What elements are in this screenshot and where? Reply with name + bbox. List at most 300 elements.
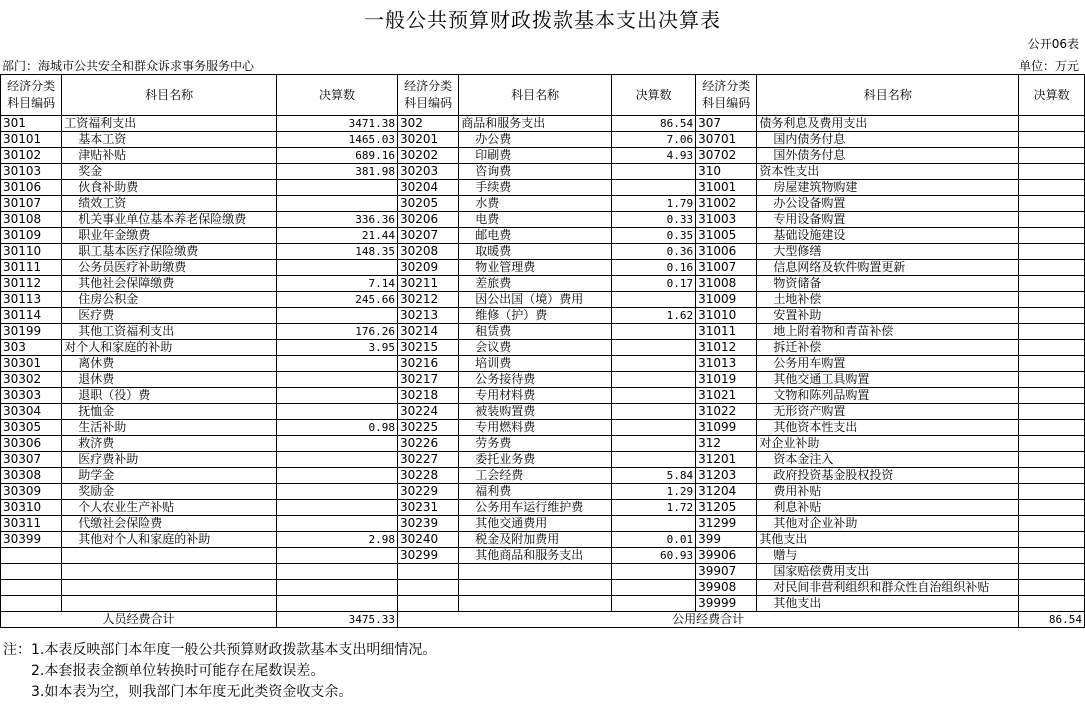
econ-code-cell: 30102 bbox=[1, 148, 62, 164]
amount-cell: 1.29 bbox=[612, 484, 696, 500]
item-name-cell: 伙食补助费 bbox=[62, 180, 277, 196]
econ-code-cell: 30205 bbox=[398, 196, 459, 212]
econ-code-cell: 30112 bbox=[1, 276, 62, 292]
amount-cell bbox=[277, 372, 398, 388]
econ-code-cell: 31011 bbox=[696, 324, 757, 340]
item-name-cell: 对个人和家庭的补助 bbox=[62, 340, 277, 356]
item-name-cell: 国内债务付息 bbox=[757, 132, 1019, 148]
econ-code-cell: 30217 bbox=[398, 372, 459, 388]
amount-cell bbox=[612, 580, 696, 596]
item-name-cell: 代缴社会保险费 bbox=[62, 516, 277, 532]
amount-cell bbox=[1019, 244, 1085, 260]
amount-cell bbox=[1019, 484, 1085, 500]
econ-code-cell: 30215 bbox=[398, 340, 459, 356]
amount-cell: 3.95 bbox=[277, 340, 398, 356]
econ-code-cell: 301 bbox=[1, 116, 62, 132]
table-row bbox=[1, 148, 1085, 164]
amount-cell bbox=[1019, 388, 1085, 404]
item-name-cell: 基础设施建设 bbox=[757, 228, 1019, 244]
item-name-cell: 物业管理费 bbox=[459, 260, 612, 276]
amount-cell bbox=[1019, 596, 1085, 612]
econ-code-cell: 31010 bbox=[696, 308, 757, 324]
item-name-cell: 奖励金 bbox=[62, 484, 277, 500]
amount-cell bbox=[612, 292, 696, 308]
table-row bbox=[1, 388, 1085, 404]
econ-code-cell: 30305 bbox=[1, 420, 62, 436]
amount-cell bbox=[1019, 116, 1085, 132]
econ-code-cell: 30306 bbox=[1, 436, 62, 452]
amount-cell bbox=[277, 516, 398, 532]
expenditure-table bbox=[0, 74, 1085, 628]
amount-cell: 0.33 bbox=[612, 212, 696, 228]
amount-cell: 0.98 bbox=[277, 420, 398, 436]
amount-cell bbox=[277, 452, 398, 468]
econ-code-cell: 31204 bbox=[696, 484, 757, 500]
econ-code-cell: 30227 bbox=[398, 452, 459, 468]
amount-cell bbox=[1019, 308, 1085, 324]
header-name-3: 科目名称 bbox=[757, 75, 1019, 116]
amount-cell: 0.36 bbox=[612, 244, 696, 260]
item-name-cell: 住房公积金 bbox=[62, 292, 277, 308]
table-row bbox=[1, 516, 1085, 532]
item-name-cell: 物资储备 bbox=[757, 276, 1019, 292]
econ-code-cell: 31003 bbox=[696, 212, 757, 228]
item-name-cell: 专用燃料费 bbox=[459, 420, 612, 436]
amount-cell bbox=[612, 324, 696, 340]
amount-cell bbox=[1019, 436, 1085, 452]
econ-code-cell: 30201 bbox=[398, 132, 459, 148]
econ-code-cell: 30307 bbox=[1, 452, 62, 468]
econ-code-cell: 31008 bbox=[696, 276, 757, 292]
amount-cell bbox=[1019, 340, 1085, 356]
item-name-cell: 国家赔偿费用支出 bbox=[757, 564, 1019, 580]
amount-cell bbox=[612, 356, 696, 372]
item-name-cell: 其他社会保障缴费 bbox=[62, 276, 277, 292]
amount-cell: 5.84 bbox=[612, 468, 696, 484]
amount-cell bbox=[277, 596, 398, 612]
note-1: 注：1.本表反映部门本年度一般公共预算财政拨款基本支出明细情况。 bbox=[3, 642, 437, 658]
item-name-cell: 福利费 bbox=[459, 484, 612, 500]
table-row bbox=[1, 292, 1085, 308]
item-name-cell bbox=[62, 548, 277, 564]
amount-cell bbox=[1019, 276, 1085, 292]
item-name-cell: 电费 bbox=[459, 212, 612, 228]
amount-cell bbox=[277, 388, 398, 404]
amount-cell: 245.66 bbox=[277, 292, 398, 308]
item-name-cell: 会议费 bbox=[459, 340, 612, 356]
department-label: 部门：海城市公共安全和群众诉求事务服务中心 bbox=[2, 59, 255, 73]
table-row bbox=[1, 116, 1085, 132]
table-row bbox=[1, 340, 1085, 356]
econ-code-cell: 31005 bbox=[696, 228, 757, 244]
header-amount-1: 决算数 bbox=[277, 75, 398, 116]
item-name-cell: 税金及附加费用 bbox=[459, 532, 612, 548]
econ-code-cell bbox=[398, 596, 459, 612]
item-name-cell: 其他对企业补助 bbox=[757, 516, 1019, 532]
item-name-cell: 国外债务付息 bbox=[757, 148, 1019, 164]
amount-cell bbox=[277, 308, 398, 324]
amount-cell: 1465.03 bbox=[277, 132, 398, 148]
totals-row bbox=[1, 612, 1085, 628]
table-row bbox=[1, 372, 1085, 388]
econ-code-cell: 30108 bbox=[1, 212, 62, 228]
amount-cell: 0.35 bbox=[612, 228, 696, 244]
table-row bbox=[1, 356, 1085, 372]
table-row bbox=[1, 212, 1085, 228]
personnel-total-label: 人员经费合计 bbox=[1, 612, 277, 628]
econ-code-cell: 30208 bbox=[398, 244, 459, 260]
table-row bbox=[1, 324, 1085, 340]
econ-code-cell bbox=[1, 548, 62, 564]
item-name-cell: 其他支出 bbox=[757, 532, 1019, 548]
econ-code-cell: 30309 bbox=[1, 484, 62, 500]
item-name-cell: 抚恤金 bbox=[62, 404, 277, 420]
econ-code-cell bbox=[1, 580, 62, 596]
amount-cell: 86.54 bbox=[612, 116, 696, 132]
econ-code-cell: 30107 bbox=[1, 196, 62, 212]
item-name-cell: 基本工资 bbox=[62, 132, 277, 148]
item-name-cell: 工会经费 bbox=[459, 468, 612, 484]
item-name-cell: 对民间非营利组织和群众性自治组织补贴 bbox=[757, 580, 1019, 596]
item-name-cell: 办公费 bbox=[459, 132, 612, 148]
amount-cell bbox=[1019, 532, 1085, 548]
document-number: 公开06表 bbox=[1027, 37, 1079, 51]
amount-cell: 2.98 bbox=[277, 532, 398, 548]
table-row bbox=[1, 276, 1085, 292]
personnel-total-value: 3475.33 bbox=[277, 612, 398, 628]
econ-code-cell: 30228 bbox=[398, 468, 459, 484]
amount-cell: 60.93 bbox=[612, 548, 696, 564]
item-name-cell: 退职（役）费 bbox=[62, 388, 277, 404]
table-row bbox=[1, 452, 1085, 468]
item-name-cell: 其他工资福利支出 bbox=[62, 324, 277, 340]
item-name-cell: 资本性支出 bbox=[757, 164, 1019, 180]
item-name-cell: 专用设备购置 bbox=[757, 212, 1019, 228]
public-total-label: 公用经费合计 bbox=[398, 612, 1019, 628]
table-row bbox=[1, 564, 1085, 580]
econ-code-cell: 310 bbox=[696, 164, 757, 180]
table-row bbox=[1, 132, 1085, 148]
econ-code-cell: 30302 bbox=[1, 372, 62, 388]
amount-cell bbox=[277, 404, 398, 420]
table-row bbox=[1, 164, 1085, 180]
header-code-1: 经济分类科目编码 bbox=[1, 75, 62, 116]
item-name-cell bbox=[62, 596, 277, 612]
econ-code-cell: 30211 bbox=[398, 276, 459, 292]
econ-code-cell: 30224 bbox=[398, 404, 459, 420]
header-code-3: 经济分类科目编码 bbox=[696, 75, 757, 116]
table-row bbox=[1, 180, 1085, 196]
econ-code-cell: 31019 bbox=[696, 372, 757, 388]
amount-cell bbox=[1019, 324, 1085, 340]
item-name-cell: 医疗费 bbox=[62, 308, 277, 324]
amount-cell: 381.98 bbox=[277, 164, 398, 180]
table-body bbox=[1, 75, 1085, 612]
amount-cell bbox=[277, 564, 398, 580]
item-name-cell: 政府投资基金股权投资 bbox=[757, 468, 1019, 484]
item-name-cell: 其他支出 bbox=[757, 596, 1019, 612]
note-2: 2.本套报表金额单位转换时可能存在尾数误差。 bbox=[31, 663, 325, 679]
item-name-cell: 奖金 bbox=[62, 164, 277, 180]
table-row bbox=[1, 228, 1085, 244]
item-name-cell: 专用材料费 bbox=[459, 388, 612, 404]
item-name-cell: 对企业补助 bbox=[757, 436, 1019, 452]
amount-cell bbox=[612, 164, 696, 180]
item-name-cell: 信息网络及软件购置更新 bbox=[757, 260, 1019, 276]
econ-code-cell: 39907 bbox=[696, 564, 757, 580]
item-name-cell bbox=[459, 564, 612, 580]
amount-cell bbox=[1019, 468, 1085, 484]
amount-cell bbox=[1019, 404, 1085, 420]
econ-code-cell: 312 bbox=[696, 436, 757, 452]
econ-code-cell: 30231 bbox=[398, 500, 459, 516]
econ-code-cell: 31299 bbox=[696, 516, 757, 532]
item-name-cell: 因公出国（境）费用 bbox=[459, 292, 612, 308]
amount-cell bbox=[277, 196, 398, 212]
econ-code-cell: 303 bbox=[1, 340, 62, 356]
item-name-cell: 职工基本医疗保险缴费 bbox=[62, 244, 277, 260]
amount-cell: 1.72 bbox=[612, 500, 696, 516]
amount-cell bbox=[612, 340, 696, 356]
econ-code-cell: 31006 bbox=[696, 244, 757, 260]
amount-cell: 3471.38 bbox=[277, 116, 398, 132]
table-row bbox=[1, 420, 1085, 436]
amount-cell bbox=[1019, 132, 1085, 148]
item-name-cell: 维修（护）费 bbox=[459, 308, 612, 324]
item-name-cell: 水费 bbox=[459, 196, 612, 212]
econ-code-cell: 30299 bbox=[398, 548, 459, 564]
amount-cell bbox=[277, 484, 398, 500]
amount-cell bbox=[612, 388, 696, 404]
econ-code-cell: 30304 bbox=[1, 404, 62, 420]
econ-code-cell: 31013 bbox=[696, 356, 757, 372]
table-row bbox=[1, 500, 1085, 516]
amount-cell bbox=[277, 356, 398, 372]
econ-code-cell: 30206 bbox=[398, 212, 459, 228]
item-name-cell bbox=[62, 580, 277, 596]
amount-cell: 7.06 bbox=[612, 132, 696, 148]
table-row bbox=[1, 548, 1085, 564]
econ-code-cell: 30218 bbox=[398, 388, 459, 404]
econ-code-cell: 31009 bbox=[696, 292, 757, 308]
amount-cell bbox=[1019, 356, 1085, 372]
amount-cell bbox=[1019, 148, 1085, 164]
econ-code-cell: 30202 bbox=[398, 148, 459, 164]
amount-cell: 336.36 bbox=[277, 212, 398, 228]
amount-cell bbox=[277, 500, 398, 516]
table-row bbox=[1, 308, 1085, 324]
econ-code-cell: 31203 bbox=[696, 468, 757, 484]
item-name-cell: 机关事业单位基本养老保险缴费 bbox=[62, 212, 277, 228]
item-name-cell: 土地补偿 bbox=[757, 292, 1019, 308]
item-name-cell: 印刷费 bbox=[459, 148, 612, 164]
econ-code-cell: 30229 bbox=[398, 484, 459, 500]
header-amount-3: 决算数 bbox=[1019, 75, 1085, 116]
econ-code-cell bbox=[398, 564, 459, 580]
amount-cell bbox=[1019, 580, 1085, 596]
note-3: 3.如本表为空，则我部门本年度无此类资金收支余。 bbox=[31, 684, 353, 700]
amount-cell bbox=[612, 420, 696, 436]
econ-code-cell: 30113 bbox=[1, 292, 62, 308]
amount-cell bbox=[612, 372, 696, 388]
econ-code-cell: 31002 bbox=[696, 196, 757, 212]
amount-cell: 7.14 bbox=[277, 276, 398, 292]
item-name-cell: 被装购置费 bbox=[459, 404, 612, 420]
item-name-cell: 赠与 bbox=[757, 548, 1019, 564]
econ-code-cell: 30114 bbox=[1, 308, 62, 324]
amount-cell: 0.17 bbox=[612, 276, 696, 292]
item-name-cell: 咨询费 bbox=[459, 164, 612, 180]
item-name-cell: 其他资本性支出 bbox=[757, 420, 1019, 436]
item-name-cell: 公务员医疗补助缴费 bbox=[62, 260, 277, 276]
item-name-cell: 津贴补贴 bbox=[62, 148, 277, 164]
econ-code-cell: 302 bbox=[398, 116, 459, 132]
econ-code-cell bbox=[398, 580, 459, 596]
item-name-cell: 绩效工资 bbox=[62, 196, 277, 212]
item-name-cell: 其他商品和服务支出 bbox=[459, 548, 612, 564]
item-name-cell: 其他交通工具购置 bbox=[757, 372, 1019, 388]
amount-cell bbox=[1019, 260, 1085, 276]
amount-cell bbox=[1019, 196, 1085, 212]
item-name-cell: 费用补贴 bbox=[757, 484, 1019, 500]
econ-code-cell: 30209 bbox=[398, 260, 459, 276]
header-name-2: 科目名称 bbox=[459, 75, 612, 116]
item-name-cell: 助学金 bbox=[62, 468, 277, 484]
econ-code-cell: 31007 bbox=[696, 260, 757, 276]
item-name-cell: 手续费 bbox=[459, 180, 612, 196]
item-name-cell: 文物和陈列品购置 bbox=[757, 388, 1019, 404]
amount-cell bbox=[612, 180, 696, 196]
amount-cell bbox=[277, 260, 398, 276]
amount-cell bbox=[1019, 212, 1085, 228]
amount-cell: 1.62 bbox=[612, 308, 696, 324]
econ-code-cell: 30701 bbox=[696, 132, 757, 148]
item-name-cell: 救济费 bbox=[62, 436, 277, 452]
econ-code-cell: 31001 bbox=[696, 180, 757, 196]
header-code-2: 经济分类科目编码 bbox=[398, 75, 459, 116]
amount-cell bbox=[277, 436, 398, 452]
amount-cell: 148.35 bbox=[277, 244, 398, 260]
amount-cell bbox=[277, 468, 398, 484]
econ-code-cell: 30106 bbox=[1, 180, 62, 196]
econ-code-cell: 30110 bbox=[1, 244, 62, 260]
econ-code-cell: 30399 bbox=[1, 532, 62, 548]
item-name-cell bbox=[62, 564, 277, 580]
econ-code-cell: 30213 bbox=[398, 308, 459, 324]
table-header-row bbox=[1, 75, 1085, 116]
item-name-cell: 地上附着物和青苗补偿 bbox=[757, 324, 1019, 340]
amount-cell bbox=[612, 516, 696, 532]
table-row bbox=[1, 468, 1085, 484]
item-name-cell bbox=[459, 596, 612, 612]
econ-code-cell bbox=[1, 564, 62, 580]
item-name-cell: 个人农业生产补贴 bbox=[62, 500, 277, 516]
header-amount-2: 决算数 bbox=[612, 75, 696, 116]
amount-cell bbox=[1019, 228, 1085, 244]
econ-code-cell: 31022 bbox=[696, 404, 757, 420]
item-name-cell: 安置补助 bbox=[757, 308, 1019, 324]
item-name-cell: 公务接待费 bbox=[459, 372, 612, 388]
econ-code-cell: 30308 bbox=[1, 468, 62, 484]
header-name-1: 科目名称 bbox=[62, 75, 277, 116]
econ-code-cell: 31021 bbox=[696, 388, 757, 404]
amount-cell: 689.16 bbox=[277, 148, 398, 164]
amount-cell bbox=[1019, 372, 1085, 388]
item-name-cell: 其他对个人和家庭的补助 bbox=[62, 532, 277, 548]
item-name-cell bbox=[459, 580, 612, 596]
econ-code-cell: 30103 bbox=[1, 164, 62, 180]
econ-code-cell: 30111 bbox=[1, 260, 62, 276]
item-name-cell: 利息补贴 bbox=[757, 500, 1019, 516]
amount-cell bbox=[1019, 564, 1085, 580]
econ-code-cell: 30226 bbox=[398, 436, 459, 452]
amount-cell: 176.26 bbox=[277, 324, 398, 340]
amount-cell bbox=[1019, 180, 1085, 196]
item-name-cell: 医疗费补助 bbox=[62, 452, 277, 468]
econ-code-cell: 30212 bbox=[398, 292, 459, 308]
amount-cell bbox=[612, 452, 696, 468]
item-name-cell: 商品和服务支出 bbox=[459, 116, 612, 132]
item-name-cell: 租赁费 bbox=[459, 324, 612, 340]
amount-cell bbox=[1019, 292, 1085, 308]
table-row bbox=[1, 532, 1085, 548]
amount-cell bbox=[1019, 548, 1085, 564]
item-name-cell: 大型修缮 bbox=[757, 244, 1019, 260]
amount-cell bbox=[277, 548, 398, 564]
econ-code-cell: 30101 bbox=[1, 132, 62, 148]
amount-cell bbox=[612, 564, 696, 580]
amount-cell: 1.79 bbox=[612, 196, 696, 212]
econ-code-cell: 39999 bbox=[696, 596, 757, 612]
econ-code-cell: 30109 bbox=[1, 228, 62, 244]
amount-cell: 0.01 bbox=[612, 532, 696, 548]
item-name-cell: 离休费 bbox=[62, 356, 277, 372]
amount-cell bbox=[1019, 452, 1085, 468]
item-name-cell: 工资福利支出 bbox=[62, 116, 277, 132]
econ-code-cell: 30240 bbox=[398, 532, 459, 548]
table-row bbox=[1, 196, 1085, 212]
item-name-cell: 劳务费 bbox=[459, 436, 612, 452]
econ-code-cell: 30311 bbox=[1, 516, 62, 532]
item-name-cell: 退休费 bbox=[62, 372, 277, 388]
econ-code-cell: 30199 bbox=[1, 324, 62, 340]
econ-code-cell bbox=[1, 596, 62, 612]
item-name-cell: 邮电费 bbox=[459, 228, 612, 244]
econ-code-cell: 30702 bbox=[696, 148, 757, 164]
item-name-cell: 培训费 bbox=[459, 356, 612, 372]
public-total-value: 86.54 bbox=[1019, 612, 1085, 628]
econ-code-cell: 307 bbox=[696, 116, 757, 132]
econ-code-cell: 31201 bbox=[696, 452, 757, 468]
item-name-cell: 委托业务费 bbox=[459, 452, 612, 468]
econ-code-cell: 399 bbox=[696, 532, 757, 548]
table-row bbox=[1, 404, 1085, 420]
amount-cell bbox=[277, 180, 398, 196]
amount-cell: 4.93 bbox=[612, 148, 696, 164]
amount-cell bbox=[612, 404, 696, 420]
item-name-cell: 取暖费 bbox=[459, 244, 612, 260]
item-name-cell: 办公设备购置 bbox=[757, 196, 1019, 212]
econ-code-cell: 31099 bbox=[696, 420, 757, 436]
amount-cell: 21.44 bbox=[277, 228, 398, 244]
econ-code-cell: 30310 bbox=[1, 500, 62, 516]
table-row bbox=[1, 436, 1085, 452]
item-name-cell: 生活补助 bbox=[62, 420, 277, 436]
econ-code-cell: 30214 bbox=[398, 324, 459, 340]
table-row bbox=[1, 484, 1085, 500]
table-row bbox=[1, 596, 1085, 612]
econ-code-cell: 30216 bbox=[398, 356, 459, 372]
